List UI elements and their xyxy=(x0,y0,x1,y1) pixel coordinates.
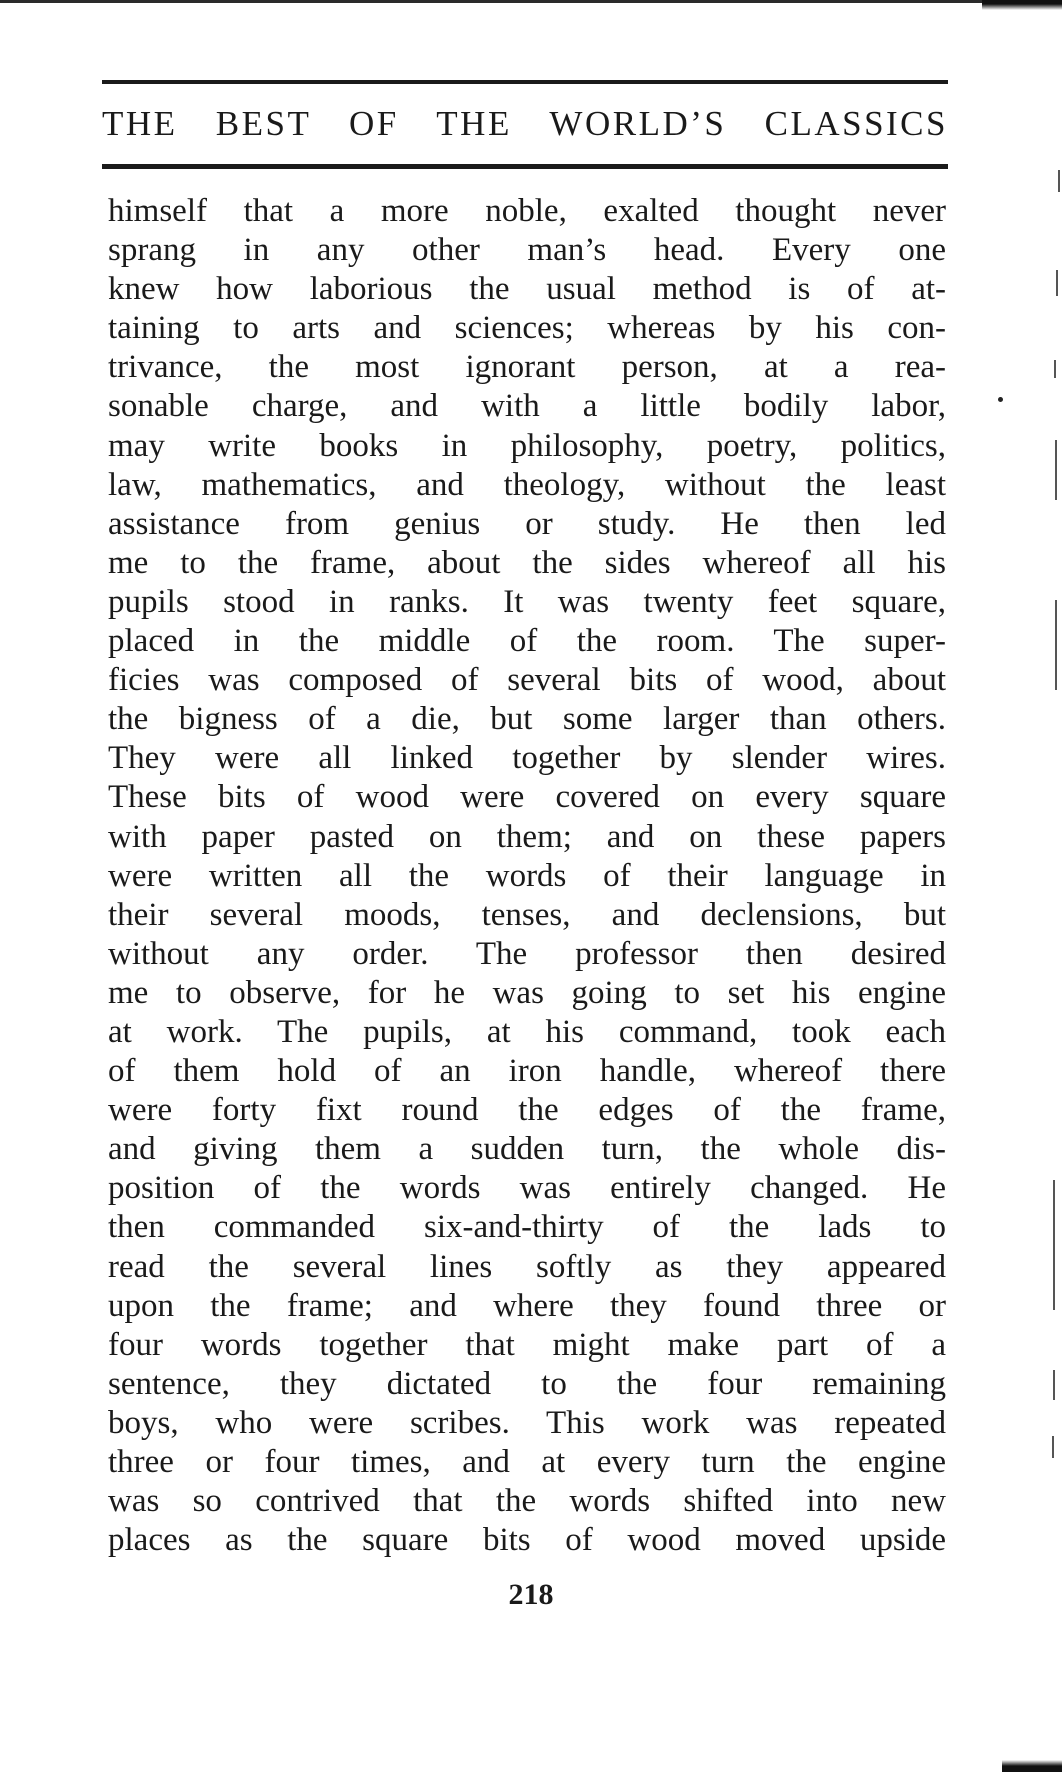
text-line: may write books in philosophy, poetry, politics, xyxy=(108,427,946,464)
text-line: ficies was composed of several bits of wood, about xyxy=(108,662,946,699)
text-line: sentence, they dictated to the four remaining xyxy=(108,1365,946,1402)
text-line: four words together that might make part of a xyxy=(108,1326,946,1363)
text-line: sprang in any other man’s head. Every one xyxy=(108,232,946,269)
text-line: trivance, the most ignorant person, at a rea- xyxy=(108,349,946,386)
text-line: law, mathematics, and theology, without the least xyxy=(108,466,946,503)
text-line: assistance from genius or study. He then led xyxy=(108,505,946,542)
text-line: their several moods, tenses, and declensions, but xyxy=(108,896,946,933)
margin-artifact xyxy=(1056,270,1058,296)
text-line: me to observe, for he was going to set his engine xyxy=(108,974,946,1011)
scan-corner-mark xyxy=(982,0,1062,10)
text-line: the bigness of a die, but some larger than others. xyxy=(108,701,946,738)
text-line: knew how laborious the usual method is of at- xyxy=(108,271,946,308)
text-line: sonable charge, and with a little bodily labor, xyxy=(108,388,946,425)
text-line: These bits of wood were covered on every square xyxy=(108,779,946,816)
header-rule-bottom xyxy=(102,164,948,169)
text-line: placed in the middle of the room. The super- xyxy=(108,623,946,660)
text-line: upon the frame; and where they found three or xyxy=(108,1287,946,1324)
margin-artifact xyxy=(1054,360,1056,378)
scan-top-edge xyxy=(0,0,1062,3)
margin-artifact xyxy=(1058,170,1060,192)
text-line: himself that a more noble, exalted thought never xyxy=(108,193,946,229)
margin-artifact xyxy=(1052,1436,1054,1458)
text-line: pupils stood in ranks. It was twenty feet square, xyxy=(108,583,946,620)
text-line: taining to arts and sciences; whereas by his con- xyxy=(108,310,946,347)
text-line: read the several lines softly as they appeared xyxy=(108,1248,946,1285)
text-line: were written all the words of their language in xyxy=(108,857,946,894)
text-line: boys, who were scribes. This work was repeated xyxy=(108,1404,946,1441)
text-line: without any order. The professor then desired xyxy=(108,935,946,972)
text-line: at work. The pupils, at his command, took each xyxy=(108,1013,946,1050)
text-line: places as the square bits of wood moved upside xyxy=(108,1522,946,1559)
text-line: of them hold of an iron handle, whereof there xyxy=(108,1053,946,1090)
margin-artifact xyxy=(1055,440,1057,500)
margin-artifact xyxy=(1055,600,1057,690)
running-head: THE BEST OF THE WORLD’S CLASSICS xyxy=(102,104,948,143)
body-text xyxy=(108,192,946,1560)
header-rule-top xyxy=(102,80,948,84)
text-line: me to the frame, about the sides whereof all his xyxy=(108,544,946,581)
text-line: three or four times, and at every turn the engine xyxy=(108,1444,946,1480)
margin-artifact xyxy=(1053,1370,1055,1400)
text-line: with paper pasted on them; and on these papers xyxy=(108,818,946,855)
margin-artifact xyxy=(1053,1180,1055,1310)
text-line: were forty fixt round the edges of the frame, xyxy=(108,1092,946,1129)
text-line: They were all linked together by slender wires. xyxy=(108,740,946,777)
text-line: was so contrived that the words shifted into new xyxy=(108,1483,946,1520)
text-line: then commanded six-and-thirty of the lads to xyxy=(108,1209,946,1246)
page-number: 218 xyxy=(508,1578,554,1611)
text-line: and giving them a sudden turn, the whole dis- xyxy=(108,1131,946,1168)
text-line: position of the words was entirely changed. He xyxy=(108,1170,946,1207)
scan-corner-mark xyxy=(1002,1760,1062,1772)
margin-artifact xyxy=(998,397,1003,402)
